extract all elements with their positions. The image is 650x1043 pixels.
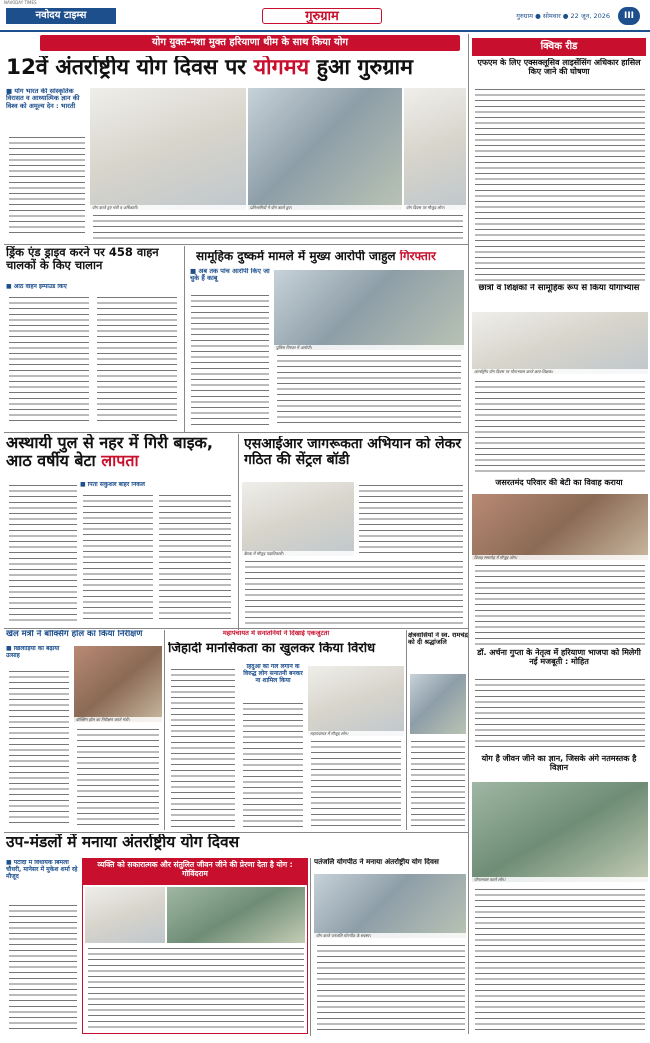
right-story2-photo [472, 312, 648, 374]
quick-read-label [472, 38, 646, 56]
jihad-caption: महापंचायत में मौजूद लोग। [308, 731, 404, 736]
right-story3-headline: जसरतमंद परिवार की बेटी का विवाह कराया [495, 478, 623, 487]
masthead-logo: नवोदय टाइम्स [6, 8, 116, 24]
upmandal-headline: उप-मंडलों में मनाया अंतर्राष्ट्रीय योग दिवस [6, 834, 240, 851]
lead-photo-1-caption: योग करते हुए मंत्री व अधिकारी। [90, 205, 246, 210]
right-story2-caption: अंतर्राष्ट्रीय योग दिवस पर योगाभ्यास करते छात्र-शिक्षक। [472, 369, 648, 374]
theme-banner [40, 35, 460, 51]
rule-col-5 [310, 858, 311, 1036]
right-story3-photo [472, 494, 648, 560]
arrest-body-2 [274, 352, 464, 426]
lead-photo-1 [90, 88, 246, 210]
jihad-tag: महापंचायत में सनातनियों ने दिखाई एकजुटता [222, 630, 330, 637]
arrest-caption: पुलिस गिरफ्त में आरोपी। [274, 345, 464, 350]
right-story3-body [472, 562, 648, 646]
bridge-kicker: ■ पिता सकुशल बाहर निकले [80, 482, 145, 488]
jihad-body-2 [240, 700, 306, 828]
right-story5-caption: योगाभ्यास करते लोग। [472, 877, 648, 882]
page-number: III [618, 7, 640, 25]
arrest-headline [196, 250, 466, 264]
jihad-photo [308, 666, 404, 736]
masthead [0, 0, 650, 30]
upmandal-kicker: ■ पटौदी में विधायक बिमला चौधरी, मानेसर में मुकेश शर्मा रहे मौजूद [6, 860, 78, 880]
condolence-photo [410, 674, 466, 734]
goyal-box [82, 858, 308, 1034]
sports-headline: खेल मंत्री ने बॉक्सिंग हॉल का किया निरीक्षण [6, 630, 143, 639]
rule-2 [4, 432, 468, 433]
theme-banner-text: योग युक्त-नशा मुक्त हरियाणा थीम के साथ किया योग [151, 37, 349, 48]
goyal-photo [85, 887, 165, 943]
upmandal-body-1 [6, 902, 80, 1034]
lead-body-1 [6, 134, 88, 234]
sir-caption: बैठक में मौजूद पदाधिकारी। [242, 551, 354, 556]
arrest-photo [274, 270, 464, 350]
goyal-body [85, 945, 307, 1031]
right-column-rule [468, 34, 469, 1034]
sir-body-1 [356, 482, 466, 556]
rule-col-4 [406, 630, 407, 830]
patanjali-headline: पतंजलि योगपीठ ने मनाया अंतर्राष्ट्रीय योग दिवस [314, 858, 439, 866]
right-story1-body [472, 86, 648, 282]
goyal-headline: व्यक्ति को सकारात्मक और संतुलित जीवन जीने की प्रेरणा देता है योग : गोविंदराम [83, 859, 307, 885]
jihad-body-3 [308, 738, 404, 828]
condolence-body [408, 738, 468, 828]
lead-photo-2 [248, 88, 402, 210]
lead-deck: ■ योग भारत की सांस्कृतिक विरासत व आध्यात्मिक ज्ञान की विश्व को अमूल्य देन : भारती [6, 88, 80, 110]
lead-body-2 [90, 212, 466, 242]
arrest-kicker: ■ अब तक पांच आरोपी किए जा चुके हैं काबू [190, 268, 270, 283]
lead-photo-3-caption: योग दिवस पर मौजूद लोग। [404, 205, 466, 210]
patanjali-caption: योग करते पतंजलि योगपीठ के सदस्य। [314, 933, 466, 938]
bridge-body-2 [80, 492, 156, 624]
lead-headline [6, 56, 466, 81]
sports-body-1 [6, 668, 72, 828]
jihad-kicker: हिंदुओं को गले लगाने के विरुद्ध लोग सनातनी बनकर ना शामिल किया [243, 664, 303, 684]
right-story2-headline: छात्रों व शिक्षकों ने सामूहिक रूप से किया योगाभ्यास [478, 284, 640, 293]
masthead-top-tag: NAVODAY TIMES [4, 0, 37, 5]
lead-headline-b: योगमय [253, 56, 310, 80]
driving-headline: ड्रिंक एंड ड्राइव करने पर 458 वाहन चालकों के किए चालान [6, 246, 159, 273]
goyal-photo-2 [167, 887, 305, 943]
driving-body-1 [6, 294, 92, 426]
sports-caption: बॉक्सिंग हॉल का निरीक्षण करते मंत्री। [74, 717, 162, 722]
bridge-body-3 [156, 492, 234, 624]
rule-3 [4, 628, 468, 629]
sir-photo [242, 482, 354, 556]
quick-read-text: क्विक रीड [540, 41, 578, 52]
driving-kicker: ■ आठ वाहन इम्पाउंड किए [6, 284, 67, 290]
rule-col-2 [238, 434, 239, 630]
rule-1 [4, 244, 468, 245]
right-story1-headline: एफएम के लिए एक्सक्लूसिव लाइसेंसिंग अधिकार हासिल किए जाने की घोषणा [477, 58, 641, 77]
right-story3-caption: विवाह समारोह में मौजूद लोग। [472, 555, 648, 560]
rule-4 [4, 832, 468, 833]
sports-body-2 [74, 726, 162, 828]
section-name: गुरुग्राम [262, 8, 382, 24]
lead-headline-c: हुआ गुरुग्राम [316, 56, 413, 80]
lead-headline-a: 12वें अंतर्राष्ट्रीय योग दिवस पर [6, 56, 247, 80]
jihad-headline: जिहादी मानसिकता का खुलकर किया विरोध [168, 642, 376, 656]
right-story2-body [472, 378, 648, 476]
sir-body-2 [242, 558, 466, 624]
sports-kicker: ■ खिलाड़ियों का बढ़ाया उत्साह [6, 646, 60, 659]
rule-col [184, 246, 185, 432]
sports-photo [74, 646, 162, 722]
jihad-body-1 [168, 666, 238, 828]
lead-photo-3 [404, 88, 466, 210]
right-story5-body [472, 886, 648, 1034]
patanjali-photo [314, 874, 466, 938]
masthead-rule [0, 30, 650, 32]
right-story5-photo [472, 782, 648, 882]
bridge-body-1 [6, 482, 80, 624]
rule-col-3 [164, 630, 165, 830]
bridge-headline-a: अस्थायी पुल से नहर में गिरी बाइक, आठ वर्षीय बेटा [6, 434, 213, 471]
driving-body-2 [94, 294, 180, 426]
bridge-headline [6, 434, 236, 478]
bridge-headline-b: लापता [101, 451, 139, 471]
right-story4-body [472, 676, 648, 752]
lead-photo-2-caption: प्रतिभागियों ने योग करते हुए। [248, 205, 402, 210]
sir-headline: एसआईआर जागरूकता अभियान को लेकर गठित की सेंट्रल बॉडी [244, 436, 462, 469]
masthead-date: गुरुग्राम ● सोमवार ● 22 जून, 2026 [516, 12, 610, 20]
arrest-headline-a: सामूहिक दुष्कर्म मामले में मुख्य आरोपी जाहुल [196, 250, 396, 263]
right-story4-headline: डॉ. अर्चना गुप्ता के नेतृत्व में हरियाणा भाजपा को मिलेगी नई मजबूती : मोहित [477, 648, 641, 667]
right-story5-headline: योग है जीवन जीने का ज्ञान, जिसके अंगे नतमस्तक है विज्ञान [481, 754, 637, 773]
condolence-headline: क्षेत्रवासियों ने स्व. रामचंद्र को दी श्रद्धांजलि [408, 632, 468, 647]
arrest-headline-b: गिरफ्तार [399, 250, 436, 263]
patanjali-body [314, 942, 468, 1034]
arrest-body-1 [188, 292, 272, 426]
